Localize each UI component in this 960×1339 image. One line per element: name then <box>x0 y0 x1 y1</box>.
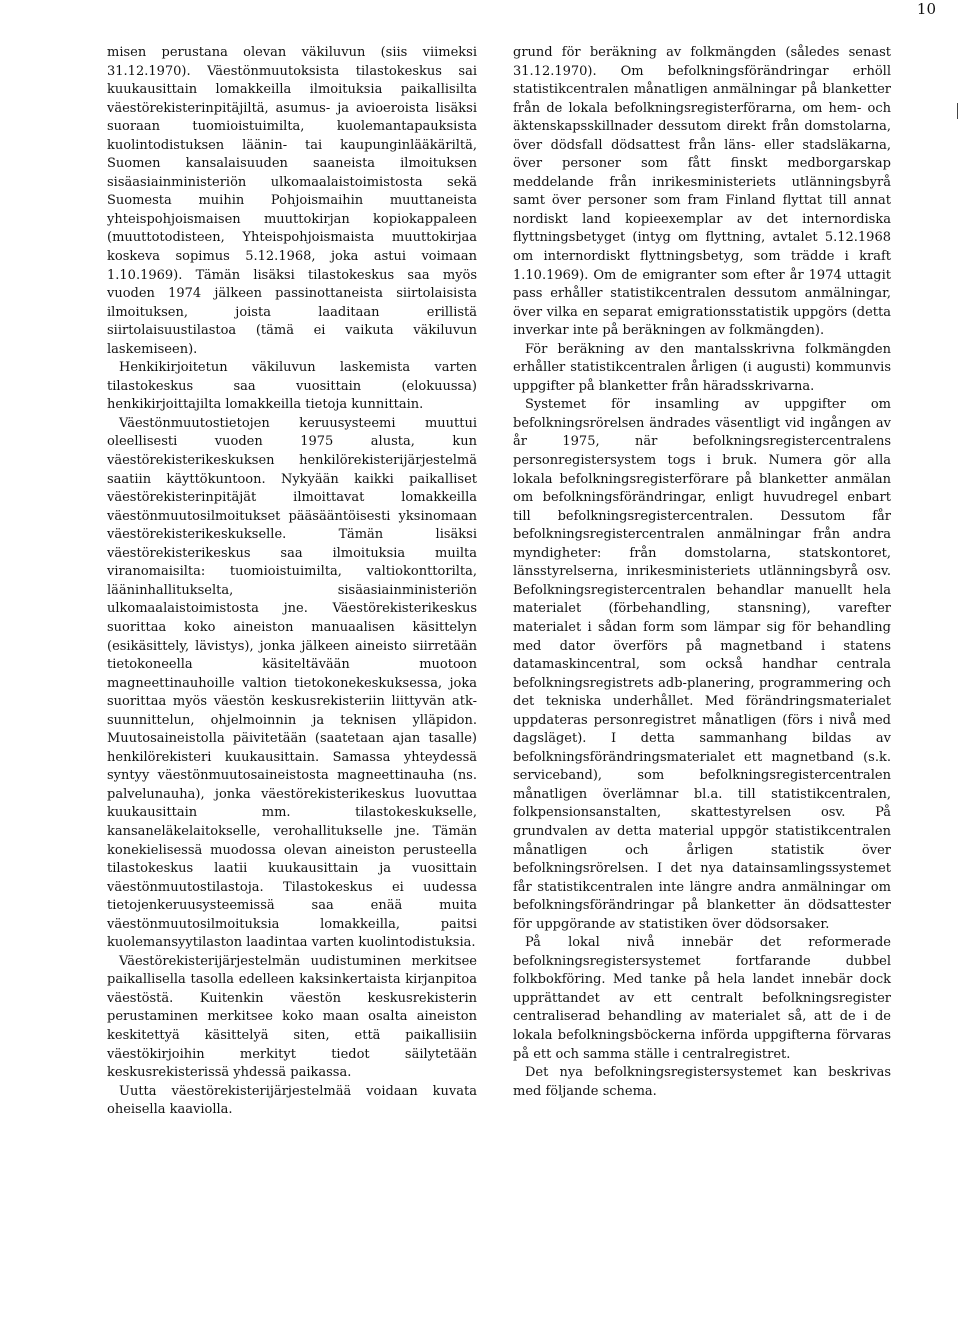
finnish-text-column <box>107 44 477 1120</box>
paragraph: Väestörekisterijärjestelmän uudistuminen merkitsee paikallisella tasolla edelleen kaksinkertaista kirjanpitoa väestöstä. Kuitenkin väestön keskusrekisterin perustaminen merkitsee koko maan osalta aineiston keskitettyä käsittelyä siten, että paikallisiin väestökirjoihin merkityt tiedot säilytetään keskusrekisterissä yhdessä paikassa. <box>107 953 477 1081</box>
paragraph: grund för beräkning av folkmängden (således senast 31.12.1970). Om befolkningsförändringar erhöll statistikcentralen månatligen anmälningar på blanketter från de lokala befolkningsregisterförarna, om hem- och äktenskapsskillnader dessutom direkt från domstolarna, över dödsfall dödsattest från läns- eller stadsläkarna, över personer som fått finskt medborgarskap meddelande från inrikesministeriets utlänningsbyrå samt över personer som fram Finland flyttat till annat nordiskt land kopieexemplar av det internordiska flyttningsbetyget (intyg om flyttning, avtalet 5.12.1968 om internordiskt flyttningsbetyg, som trädde i kraft 1.10.1969). Om de emigranter som efter år 1974 uttagit pass erhåller statistikcentralen dessutom anmälningar, över vilka en separat emigrationsstatistik uppgörs (detta inverkar inte på beräkningen av folkmängden). <box>513 45 891 339</box>
paragraph: Systemet för insamling av uppgifter om befolkningsrörelsen ändrades väsentligt vid ingången av år 1975, när befolkningsregistercentralens personregistersystem togs i bruk. Numera gör alla lokala befolkningsregisterförare på blanketter anmälan om befolkningsförändringar, enligt huvudregel enbart till befolkningsregistercentralen. Dessutom får befolkningsregistercentralen anmälningar från andra myndigheter: från domstolarna, statskontoret, länsstyrelserna, inrikesministeriets utlänningsbyrå osv. Befolkningsregistercentralen behandlar manuellt hela materialet (förbehandling, stansning), varefter materialet i sådan form som lämpar sig för behandling med dator överförs på magnetband i statens datamaskincentral, som också handhar centrala befolkningsregistrets adb-planering, programmering och det tekniska underhållet. Med förändringsmaterialet uppdateras personregistret månatligen (förs i nivå med dagsläget). I detta sammanhang bildas av befolkningsförändringsmaterialet ett magnetband (s.k. serviceband), som befolkningsregistercentralen månatligen överlämnar bl.a. till statistikcentralen, folkpensionsanstalten, skattestyrelsen osv. På grundvalen av detta material uppgör statistikcentralen månatligen och årligen statistik över befolkningsrörelsen. I det nya datainsamlingssystemet får statistikcentralen inte längre andra anmälningar om befolkningsförändringar på blanketter än dödsattester för uppgörande av statistiken över dödsorsaker. <box>513 397 891 932</box>
margin-mark <box>957 103 958 119</box>
paragraph: Henkikirjoitetun väkiluvun laskemista varten tilastokeskus saa vuosittain (elokuussa) henkikirjoittajilta lomakkeilla tietoja kunnittain. <box>107 360 477 413</box>
paragraph: misen perustana olevan väkiluvun (siis viimeksi 31.12.1970). Väestönmuutoksista tilastokeskus sai kuukausittain lomakkeilla ilmoituksia paikallisilta väestörekisterinpitäjiltä, asumus- ja avioeroista lisäksi suoraan tuomioistuimilta, kuolemantapauksista kuolintodistuksen läänin- tai kaupunginlääkäriltä, Suomen kansalaisuuden saaneista ilmoituksen sisäasiainministeriön ulkomaalaistoimistosta sekä Suomesta muihin Pohjoismaihin muuttaneista yhteispohjoismaisen muuttokirjan kopiokappaleen (muuttotodisteen, Yhteispohjoismaista muuttokirjaa koskeva sopimus 5.12.1968, joka astui voimaan 1.10.1969). Tämän lisäksi tilastokeskus saa myös vuoden 1974 jälkeen passinottaneista siirtolaisista ilmoituksen, joista laaditaan erillistä siirtolaisuustilastoa (tämä ei vaikuta väkiluvun laskemiseen). <box>107 45 477 357</box>
paragraph: För beräkning av den mantalsskrivna folkmängden erhåller statistikcentralen årligen (i augusti) kommunvis uppgifter på blanketter från häradsskrivarna. <box>513 341 891 394</box>
paragraph: Uutta väestörekisterijärjestelmää voidaan kuvata oheisella kaaviolla. <box>107 1083 477 1118</box>
swedish-text-column <box>513 44 891 1101</box>
paragraph: Väestönmuutostietojen keruusysteemi muuttui oleellisesti vuoden 1975 alusta, kun väestörekisterikeskuksen henkilörekisterijärjestelmä saatiin käyttökuntoon. Nykyään kaikki paikalliset väestörekisterinpitäjät ilmoittavat lomakkeilla väestönmuutosilmoitukset pääsääntöisesti yksinomaan väestörekisterikeskukselle. Tämän lisäksi väestörekisterikeskus saa ilmoituksia muilta viranomaisilta: tuomioistuimilta, valtiokonttorilta, lääninhallitukselta, sisäasiainministeriön ulkomaalaistoimistosta jne. Väestörekisterikeskus suorittaa koko aineiston manuaalisen käsittelyn (esikäsittely, lävistys), jonka jälkeen aineisto siirretään tietokoneella käsiteltävään muotoon magneettinauhoille valtion tietokonekeskuksessa, joka suorittaa myös väestön keskusrekisteriin liittyvän atk-suunnittelun, ohjelmoinnin ja teknisen ylläpidon. Muutosaineistolla päivitetään (saatetaan ajan tasalle) henkilörekisteri kuukausittain. Samassa yhteydessä syntyy väestönmuutosaineistosta magneettinauha (ns. palvelunauha), jonka väestörekisterikeskus luovuttaa kuukausittain mm. tilastokeskukselle, kansaneläkelaitokselle, verohallitukselle jne. Tämän konekielisessä muodossa olevan aineiston perusteella tilastokeskus laatii kuukausittain ja vuosittain väestönmuutostilastoja. Tilastokeskus ei uudessa tietojenkeruusysteemissä saa enää muita väestönmuutosilmoituksia lomakkeilla, paitsi kuolemansyytilaston laadintaa varten kuolintodistuksia. <box>107 415 477 951</box>
page-number: 10 <box>916 0 936 18</box>
paragraph: På lokal nivå innebär det reformerade befolkningsregistersystemet fortfarande dubbel folkbokföring. Med tanke på hela landet innebär dock upprättandet av ett centralt befolkningsregister centraliserad behandling av materialet så, att de i de lokala befolkningsböckerna införda uppgifterna förvaras på ett och samma ställe i centralregistret. <box>513 935 891 1062</box>
paragraph: Det nya befolkningsregistersystemet kan beskrivas med följande schema. <box>513 1065 891 1099</box>
